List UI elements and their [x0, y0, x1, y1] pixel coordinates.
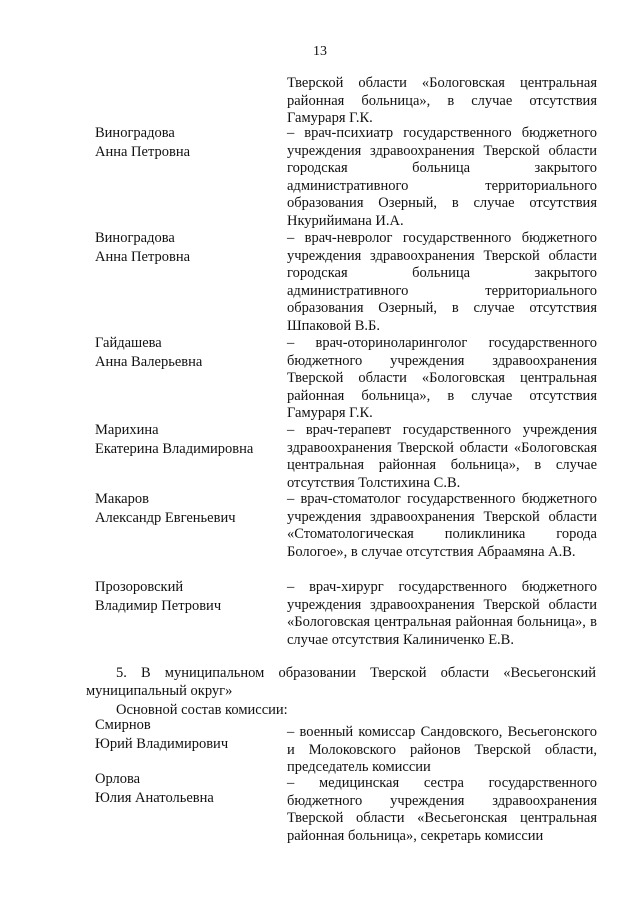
- member-surname: Виноградова: [95, 125, 175, 141]
- member-surname: Орлова: [95, 771, 141, 787]
- member-description: – военный комиссар Сандовского, Весьегонского и Молоковского районов Тверской области, председатель комиссии: [287, 724, 597, 775]
- member-given-names: Юрий Владимирович: [95, 736, 229, 752]
- member-surname: Виноградова: [95, 230, 175, 246]
- section-heading: [86, 664, 596, 700]
- member-name: [95, 770, 275, 808]
- member-given-names: Анна Валерьевна: [95, 354, 203, 370]
- member-name: [95, 124, 275, 162]
- member-description: – врач-оториноларинголог государственного бюджетного учреждения здравоохранения Тверской области «Бологовская центральная районная больница», в случае отсутствия Гамураря Г.К.: [287, 335, 597, 421]
- member-given-names: Анна Петровна: [95, 249, 191, 265]
- member-name: [95, 334, 275, 372]
- subsection-heading: Основной состав комиссии:: [116, 702, 288, 718]
- member-surname: Марихина: [95, 422, 159, 438]
- member-description: – врач-терапевт государственного учреждения здравоохранения Тверской области «Бологовская центральная районная больница», в случае отсутствия Толстихина С.В.: [287, 422, 597, 491]
- page-number: 13: [313, 44, 327, 59]
- member-given-names: Анна Петровна: [95, 144, 191, 160]
- member-description: – врач-психиатр государственного бюджетного учреждения здравоохранения Тверской области городская больница закрытого административного территориального образования Озерный, в случае отсутствия Нкурийимана И.А.: [287, 125, 597, 229]
- member-description: – врач-невролог государственного бюджетного учреждения здравоохранения Тверской области городская больница закрытого административного территориального образования Озерный, в случае отсутствия Шпаковой В.Б.: [287, 230, 597, 334]
- member-description: – врач-стоматолог государственного бюджетного учреждения здравоохранения Тверской области «Стоматологическая поликлиника города Бологое», в случае отсутствия Абраамяна А.В.: [287, 491, 597, 560]
- member-given-names: Юлия Анатольевна: [95, 790, 214, 806]
- member-name: [95, 229, 275, 267]
- member-description: – медицинская сестра государственного бюджетного учреждения здравоохранения Тверской области «Весьегонская центральная районная больница», секретарь комиссии: [287, 775, 597, 844]
- member-name: [95, 578, 275, 616]
- section-heading-text: 5. В муниципальном образовании Тверской области «Весьегонский муниципальный округ»: [86, 665, 596, 699]
- member-surname: Макаров: [95, 491, 149, 507]
- member-given-names: Владимир Петрович: [95, 598, 222, 614]
- member-given-names: Екатерина Владимировна: [95, 441, 254, 457]
- member-surname: Смирнов: [95, 717, 151, 733]
- continuation-text: Тверской области «Бологовская центральная районная больница», в случае отсутствия Гамураря Г.К.: [287, 75, 597, 126]
- member-surname: Прозоровский: [95, 579, 184, 595]
- member-surname: Гайдашева: [95, 335, 162, 351]
- member-description: – врач-хирург государственного бюджетного учреждения здравоохранения Тверской области «Бологовская центральная районная больница», в случае отсутствия Калиниченко Е.В.: [287, 579, 597, 648]
- member-given-names: Александр Евгеньевич: [95, 510, 236, 526]
- member-name: [95, 421, 275, 459]
- member-name: [95, 490, 275, 528]
- member-name: [95, 716, 275, 754]
